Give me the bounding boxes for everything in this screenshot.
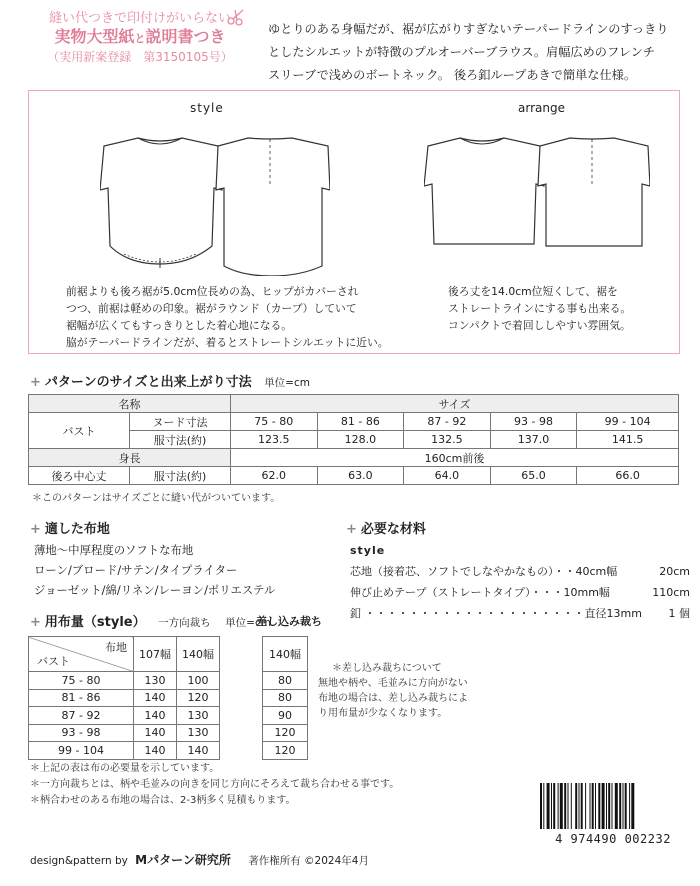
barcode-bar xyxy=(619,783,621,829)
back-value: 64.0 xyxy=(404,467,491,485)
barcode-bar xyxy=(625,783,627,829)
size-cell: 81 - 86 xyxy=(317,413,404,431)
corner-cell: 布地 バスト xyxy=(29,637,134,672)
arrange-garment-drawing xyxy=(424,126,650,256)
nude-label: ヌード寸法 xyxy=(130,413,231,431)
bust-value: 128.0 xyxy=(317,431,404,449)
back-value: 63.0 xyxy=(317,467,404,485)
yardage-section-title: + 用布量（style） 一方向裁ち 単位=cm xyxy=(30,615,271,630)
barcode-number: 4 974490 002232 xyxy=(555,832,671,846)
back-value: 65.0 xyxy=(490,467,577,485)
barcode-bar xyxy=(585,783,586,829)
height-value: 160cm前後 xyxy=(231,449,679,467)
size-cell: 87 - 92 xyxy=(404,413,491,431)
table-row: 87 - 92 140 130 xyxy=(29,707,220,725)
table-row: 80 xyxy=(263,689,308,707)
barcode-bar xyxy=(553,783,555,829)
size-section-title: + パターンのサイズと出来上がり寸法 単位=cm xyxy=(30,375,310,390)
barcode-bar xyxy=(571,783,572,829)
barcode-bar xyxy=(575,783,577,829)
diag-col: 140幅 xyxy=(263,637,308,672)
footer: design&pattern by Mパターン研究所 著作権所有 ©2024年4月 xyxy=(30,853,369,867)
style-label: style xyxy=(190,101,224,115)
garment-label: 服寸法(約) xyxy=(130,431,231,449)
barcode-bar xyxy=(606,783,607,829)
size-cell: 93 - 98 xyxy=(490,413,577,431)
arrange-caption: 後ろ丈を14.0cm位短くして、裾を ストレートラインにする事も出来る。 コンパクトで着回ししやすい雰囲気。 xyxy=(448,285,632,332)
style-garment-drawing xyxy=(100,126,330,276)
bust-value: 137.0 xyxy=(490,431,577,449)
barcode-bar xyxy=(612,783,613,829)
materials-section-title: + 必要な材料 xyxy=(346,522,426,537)
barcode-bar xyxy=(623,783,624,829)
table-row: 81 - 86 140 120 xyxy=(29,689,220,707)
barcode-bar xyxy=(615,783,618,829)
barcode-bar xyxy=(590,783,591,829)
back-label: 後ろ中心丈 xyxy=(29,467,130,485)
bust-value: 141.5 xyxy=(577,431,679,449)
col-107: 107幅 xyxy=(134,637,177,672)
header-name: 名称 xyxy=(29,395,231,413)
barcode-bar xyxy=(581,783,583,829)
intro-text: ゆとりのある身幅だが、裾が広がりすぎないテーパードラインのすっきり としたシルエットが特徴のプルオーバーブラウス。肩幅広めのフレンチ スリーブで浅めのボートネック。 後ろ釦ループあきで簡単な仕様。 xyxy=(268,22,669,82)
bust-label: バスト xyxy=(29,413,130,449)
diag-note: ＊差し込み裁ちについて 無地や柄や、毛並みに方向がない 布地の場合は、差し込み裁ちによ り用布量が少なくなります。 xyxy=(318,663,468,719)
materials-subtitle: style xyxy=(350,544,386,557)
size-cell: 99 - 104 xyxy=(577,413,679,431)
diag-title: 差し込み裁ち xyxy=(256,615,322,628)
height-label: 身長 xyxy=(29,449,231,467)
yardage-notes: ＊上記の表は布の必要量を示しています。 ＊一方向裁ちとは、柄や毛並みの向きを同じ方向にそろえて裁ち合わせる事です。 ＊柄合わせのある布地の場合は、2-3柄多く見積もります。 xyxy=(30,763,400,806)
copyright: 著作権所有 ©2024年4月 xyxy=(248,855,369,867)
table-row: 120 xyxy=(263,742,308,760)
barcode-bar xyxy=(579,783,580,829)
table-row: 93 - 98 140 130 xyxy=(29,724,220,742)
barcode-bar xyxy=(551,783,552,829)
table-row: 90 xyxy=(263,707,308,725)
barcode-bar xyxy=(564,783,566,829)
table-row: 80 xyxy=(263,672,308,690)
table-row: 120 xyxy=(263,724,308,742)
barcode-bar xyxy=(558,783,559,829)
material-item: 伸び止めテープ（ストレートタイプ）・・・10mm幅 110cm xyxy=(350,586,690,599)
back-value: 66.0 xyxy=(577,467,679,485)
col-140: 140幅 xyxy=(177,637,220,672)
fabric-section-title: + 適した布地 xyxy=(30,522,110,537)
style-caption: 前裾よりも後ろ裾が5.0cm位長めの為、ヒップがカバーされ つつ、前裾は軽めの印象。裾がラウンド（カーブ）していて 裾幅が広くてもすっきりとした着心地になる。 脇がテーパードラインだが、着るとストレートシルエットに近い。 xyxy=(66,285,389,349)
header-size: サイズ xyxy=(231,395,679,413)
barcode-bar xyxy=(608,783,610,829)
barcode-bar xyxy=(568,783,569,829)
badge-line1: 縫い代つきで印付けがいらない xyxy=(48,11,231,26)
barcode-bar xyxy=(631,783,634,829)
pattern-badge xyxy=(30,10,250,66)
size-note: ＊このパターンはサイズごとに縫い代がついています。 xyxy=(32,493,281,504)
barcode-bar xyxy=(540,783,542,829)
material-item: 釦 ・・・・・・・・・・・・・・・・・・・・直径13mm 1 個 xyxy=(350,607,690,620)
badge-line3: （実用新案登録 第3150105号） xyxy=(47,50,233,64)
barcode-image xyxy=(540,783,686,829)
table-row: 99 - 104 140 140 xyxy=(29,742,220,760)
scissors-icon xyxy=(226,8,246,26)
barcode-bar xyxy=(598,783,600,829)
bust-value: 132.5 xyxy=(404,431,491,449)
badge-line2: 実物大型紙と説明書つき xyxy=(54,27,226,46)
plus-icon: + xyxy=(346,522,357,537)
barcode-bar xyxy=(629,783,630,829)
barcode-bar xyxy=(595,783,596,829)
yardage-table xyxy=(28,636,220,760)
barcode-bar xyxy=(602,783,605,829)
barcode-bar xyxy=(560,783,563,829)
back-garment-label: 服寸法(約) xyxy=(130,467,231,485)
barcode-bar xyxy=(543,783,544,829)
barcode-bar xyxy=(592,783,594,829)
fabric-list: 薄地～中厚程度のソフトな布地 ローン/ブロード/サテン/タイプライター ジョーゼット/綿/リネン/レーヨン/ポリエステル xyxy=(34,543,276,597)
table-row: 75 - 80 130 100 xyxy=(29,672,220,690)
bust-value: 123.5 xyxy=(231,431,318,449)
arrange-label: arrange xyxy=(518,101,565,115)
brand-name: Mパターン研究所 xyxy=(135,853,231,867)
back-value: 62.0 xyxy=(231,467,318,485)
size-table xyxy=(28,394,679,485)
plus-icon: + xyxy=(30,522,41,537)
material-item: 芯地（接着芯、ソフトでしなやかなもの）・・40cm幅 20cm xyxy=(350,565,690,578)
plus-icon: + xyxy=(30,615,41,630)
barcode-bar xyxy=(547,783,550,829)
size-cell: 75 - 80 xyxy=(231,413,318,431)
materials-list xyxy=(350,540,690,624)
plus-icon: + xyxy=(30,375,41,390)
diag-yardage-table xyxy=(262,636,308,760)
